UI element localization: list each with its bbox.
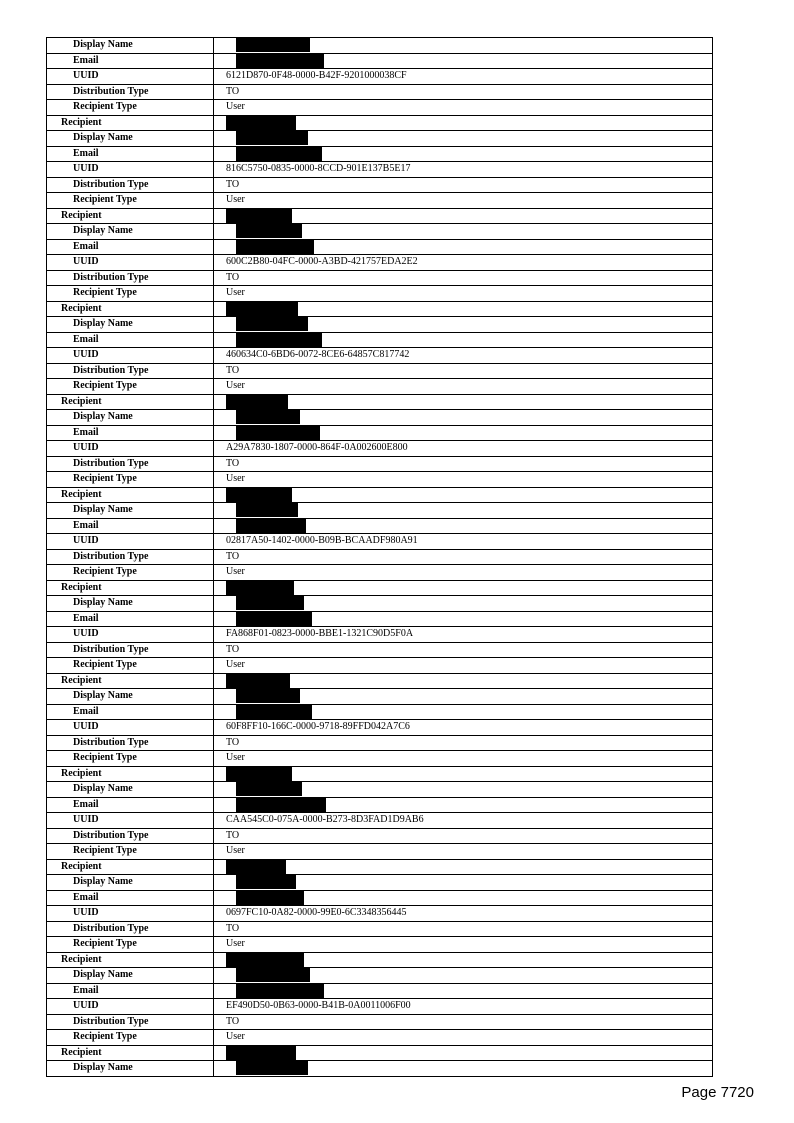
recipient-row [47,673,713,689]
redacted-value [214,503,713,519]
field-label: Recipient Type [47,193,214,209]
table-row [47,983,713,999]
field-label: Email [47,425,214,441]
field-label: Recipient [47,766,214,782]
field-value: User [214,472,713,488]
field-value: TO [214,828,713,844]
redaction-bar [236,54,324,68]
redaction-bar [236,612,312,626]
table-row [47,472,713,488]
field-value: FA868F01-0823-0000-BBE1-1321C90D5F0A [214,627,713,643]
field-label: Recipient [47,115,214,131]
redacted-value [214,952,713,968]
field-label: Distribution Type [47,84,214,100]
field-label: Recipient [47,1045,214,1061]
recipient-row [47,487,713,503]
recipient-table [46,37,713,1077]
table-row [47,596,713,612]
field-value: User [214,937,713,953]
redaction-bar [236,968,310,982]
field-label: UUID [47,255,214,271]
recipient-row [47,859,713,875]
field-label: Display Name [47,503,214,519]
table-row [47,286,713,302]
field-label: Display Name [47,782,214,798]
redacted-value [214,332,713,348]
field-value: 460634C0-6BD6-0072-8CE6-64857C817742 [214,348,713,364]
redacted-value [214,53,713,69]
table-row [47,441,713,457]
field-label: Recipient Type [47,844,214,860]
table-row [47,348,713,364]
field-value: CAA545C0-075A-0000-B273-8D3FAD1D9AB6 [214,813,713,829]
redaction-bar [236,317,308,331]
field-label: Email [47,890,214,906]
table-row [47,844,713,860]
redaction-bar [236,1061,308,1075]
redacted-value [214,425,713,441]
table-row [47,720,713,736]
recipient-row [47,952,713,968]
field-value: User [214,844,713,860]
field-label: Distribution Type [47,642,214,658]
redaction-bar [236,224,302,238]
table-row [47,177,713,193]
field-label: UUID [47,69,214,85]
field-value: User [214,193,713,209]
redacted-value [214,208,713,224]
field-label: UUID [47,813,214,829]
table-row [47,410,713,426]
field-label: Email [47,704,214,720]
redacted-value [214,1045,713,1061]
redacted-value [214,983,713,999]
field-label: Recipient Type [47,472,214,488]
field-label: Recipient [47,487,214,503]
field-label: Distribution Type [47,363,214,379]
table-row [47,534,713,550]
table-row [47,999,713,1015]
field-value: TO [214,270,713,286]
redacted-value [214,224,713,240]
table-row [47,797,713,813]
field-label: UUID [47,348,214,364]
field-value: TO [214,921,713,937]
redacted-value [214,1061,713,1077]
redaction-bar [236,131,308,145]
field-value: TO [214,735,713,751]
recipient-row [47,1045,713,1061]
field-label: Display Name [47,875,214,891]
table-row [47,84,713,100]
redacted-value [214,394,713,410]
table-row [47,53,713,69]
table-row [47,751,713,767]
field-label: Recipient [47,673,214,689]
field-value: 0697FC10-0A82-0000-99E0-6C3348356445 [214,906,713,922]
redaction-bar [236,798,326,812]
field-value: TO [214,177,713,193]
table-row [47,937,713,953]
redaction-bar [226,767,292,781]
redacted-value [214,704,713,720]
field-label: Recipient Type [47,937,214,953]
field-label: Recipient Type [47,100,214,116]
field-label: Email [47,239,214,255]
table-row [47,1014,713,1030]
redacted-value [214,673,713,689]
redaction-bar [226,302,298,316]
field-label: Display Name [47,38,214,54]
redacted-value [214,766,713,782]
field-label: Display Name [47,1061,214,1077]
table-row [47,689,713,705]
field-label: UUID [47,906,214,922]
field-label: Display Name [47,968,214,984]
redaction-bar [226,860,286,874]
redacted-value [214,968,713,984]
table-row [47,332,713,348]
redaction-bar [236,240,314,254]
table-row [47,38,713,54]
field-value: 600C2B80-04FC-0000-A3BD-421757EDA2E2 [214,255,713,271]
table-row [47,131,713,147]
recipient-row [47,208,713,224]
table-row [47,100,713,116]
field-value: User [214,379,713,395]
field-label: Email [47,983,214,999]
field-label: Recipient [47,394,214,410]
field-label: Recipient Type [47,1030,214,1046]
field-label: UUID [47,441,214,457]
field-value: TO [214,549,713,565]
redacted-value [214,689,713,705]
recipient-table-body [47,38,713,1077]
field-value: User [214,100,713,116]
field-value: TO [214,363,713,379]
field-value: TO [214,456,713,472]
table-row [47,735,713,751]
redacted-value [214,487,713,503]
redaction-bar [236,689,300,703]
redaction-bar [236,147,322,161]
redaction-bar [226,395,288,409]
field-label: UUID [47,720,214,736]
redacted-value [214,38,713,54]
table-row [47,425,713,441]
table-row [47,906,713,922]
redacted-value [214,611,713,627]
field-value: TO [214,84,713,100]
table-row [47,379,713,395]
field-label: UUID [47,627,214,643]
table-row [47,968,713,984]
field-label: Distribution Type [47,177,214,193]
table-row [47,1030,713,1046]
field-value: User [214,658,713,674]
table-row [47,363,713,379]
table-row [47,921,713,937]
redacted-value [214,239,713,255]
table-row [47,224,713,240]
redaction-bar [226,581,294,595]
redacted-value [214,859,713,875]
redacted-value [214,782,713,798]
field-label: Recipient Type [47,658,214,674]
redaction-bar [236,503,298,517]
field-label: Recipient [47,580,214,596]
redaction-bar [226,488,292,502]
table-row [47,317,713,333]
redaction-bar [236,984,324,998]
recipient-row [47,301,713,317]
field-label: Distribution Type [47,828,214,844]
recipient-row [47,580,713,596]
table-row [47,642,713,658]
redaction-bar [236,705,312,719]
redacted-value [214,410,713,426]
table-row [47,518,713,534]
field-label: Email [47,518,214,534]
field-label: Distribution Type [47,921,214,937]
field-label: Recipient [47,301,214,317]
table-row [47,890,713,906]
field-label: Display Name [47,224,214,240]
field-label: Email [47,332,214,348]
redaction-bar [226,674,290,688]
table-row [47,875,713,891]
table-row [47,658,713,674]
redacted-value [214,146,713,162]
field-label: Display Name [47,596,214,612]
redaction-bar [236,333,322,347]
page-number: Page 7720 [681,1084,754,1101]
redacted-value [214,596,713,612]
recipient-row [47,394,713,410]
redaction-bar [226,953,304,967]
field-value: 60F8FF10-166C-0000-9718-89FFD042A7C6 [214,720,713,736]
redaction-bar [236,519,306,533]
redaction-bar [236,891,304,905]
table-row [47,239,713,255]
redacted-value [214,301,713,317]
field-label: Display Name [47,131,214,147]
field-label: Display Name [47,317,214,333]
table-row [47,549,713,565]
field-value: TO [214,642,713,658]
redaction-bar [236,875,296,889]
field-label: Distribution Type [47,270,214,286]
redaction-bar [236,782,302,796]
table-row [47,146,713,162]
field-value: 6121D870-0F48-0000-B42F-9201000038CF [214,69,713,85]
table-row [47,782,713,798]
table-row [47,565,713,581]
field-value: EF490D50-0B63-0000-B41B-0A0011006F00 [214,999,713,1015]
table-row [47,611,713,627]
field-value: User [214,751,713,767]
recipient-row [47,115,713,131]
field-label: Email [47,146,214,162]
redacted-value [214,131,713,147]
field-label: Recipient [47,859,214,875]
field-label: Recipient [47,208,214,224]
field-value: User [214,286,713,302]
field-label: Distribution Type [47,1014,214,1030]
redaction-bar [236,596,304,610]
table-row [47,813,713,829]
redacted-value [214,875,713,891]
table-row [47,503,713,519]
table-row [47,704,713,720]
field-label: Distribution Type [47,549,214,565]
redacted-value [214,518,713,534]
field-value: User [214,1030,713,1046]
field-label: Email [47,797,214,813]
redaction-bar [226,209,292,223]
redacted-value [214,797,713,813]
redaction-bar [226,116,296,130]
table-row [47,828,713,844]
table-row [47,270,713,286]
table-row [47,69,713,85]
table-row [47,1061,713,1077]
redacted-value [214,115,713,131]
field-label: Recipient Type [47,565,214,581]
redaction-bar [226,1046,296,1060]
field-label: Recipient Type [47,751,214,767]
redacted-value [214,580,713,596]
recipient-row [47,766,713,782]
field-value: User [214,565,713,581]
field-label: Recipient [47,952,214,968]
field-label: UUID [47,534,214,550]
field-label: UUID [47,999,214,1015]
field-value: TO [214,1014,713,1030]
field-label: Distribution Type [47,456,214,472]
table-row [47,162,713,178]
field-label: Recipient Type [47,286,214,302]
field-value: A29A7830-1807-0000-864F-0A002600E800 [214,441,713,457]
redacted-value [214,890,713,906]
redaction-bar [236,410,300,424]
table-row [47,456,713,472]
redaction-bar [236,426,320,440]
table-row [47,255,713,271]
field-value: 816C5750-0835-0000-8CCD-901E137B5E17 [214,162,713,178]
table-row [47,627,713,643]
table-row [47,193,713,209]
field-label: Recipient Type [47,379,214,395]
field-label: Display Name [47,689,214,705]
field-label: Email [47,53,214,69]
field-value: 02817A50-1402-0000-B09B-BCAADF980A91 [214,534,713,550]
field-label: Display Name [47,410,214,426]
field-label: Email [47,611,214,627]
field-label: UUID [47,162,214,178]
redaction-bar [236,38,310,52]
field-label: Distribution Type [47,735,214,751]
redacted-value [214,317,713,333]
